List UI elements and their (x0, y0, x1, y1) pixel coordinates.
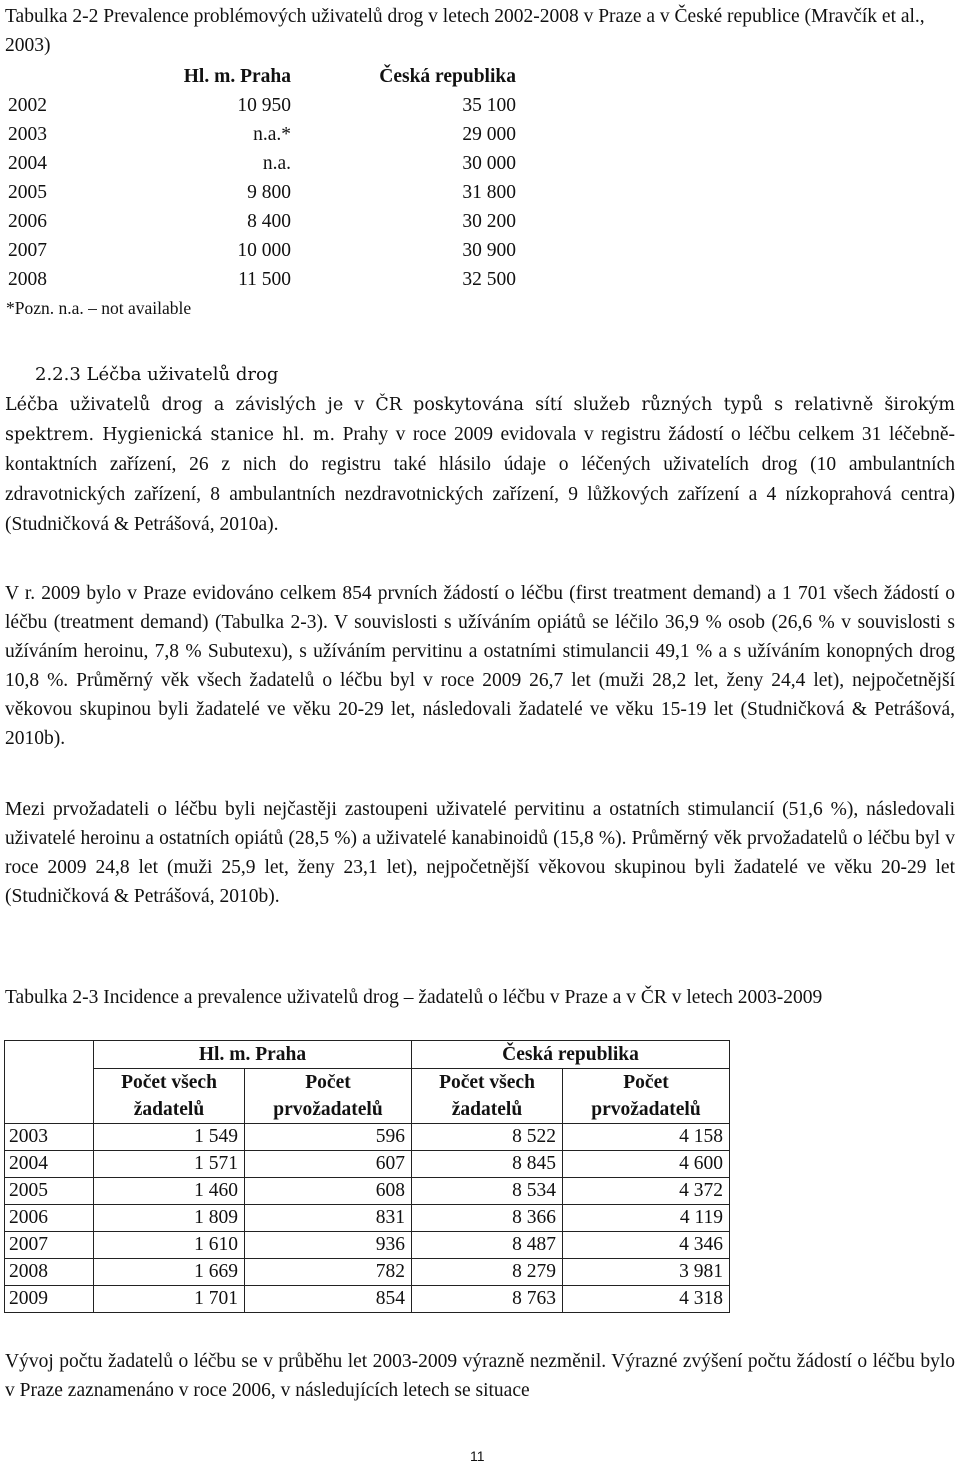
table-cell: 596 (245, 1124, 412, 1151)
table-cell: 2005 (8, 181, 47, 203)
table-cell: 2008 (8, 268, 47, 290)
table-cell: 8 534 (412, 1178, 563, 1205)
table-cell: 31 800 (462, 181, 516, 203)
table-cell: 782 (245, 1259, 412, 1286)
table-cell: 2009 (5, 1286, 94, 1313)
table-cell: 608 (245, 1178, 412, 1205)
table-row (5, 1124, 730, 1151)
incidence-table (4, 1040, 730, 1313)
table-header-cell: Česká republika (412, 1041, 730, 1069)
table-cell: n.a. (262, 152, 291, 174)
table2-caption: Tabulka 2-3 Incidence a prevalence uživatelů drog – žadatelů o léčbu v Praze a v ČR v letech 2003-2009 (5, 987, 823, 1008)
table1-footnote: *Pozn. n.a. – not available (6, 298, 192, 318)
table-cell: 35 100 (462, 94, 516, 116)
table-cell: 29 000 (462, 123, 516, 145)
table-cell: 4 346 (563, 1232, 730, 1259)
table-cell: 1 701 (94, 1286, 245, 1313)
paragraph-first-demand: Mezi prvožadateli o léčbu byli nejčastěji zastoupeni uživatelé pervitinu a ostatních stimulancií (51,6 %), následovali uživatelé heroinu a ostatních opiátů (28,5 %) a uživatelé kanabinoidů (15,8 %). Průměrný věk prvožadatelů o léčbu byl v roce 2009 24,8 let (muži 25,9 let, ženy 23,1 let), nejpočetnější věkovou skupinou byli žadatelé ve věku 20-29 let (Studničková & Petrášová, 2010b). (5, 799, 955, 907)
table-cell: 1 809 (94, 1205, 245, 1232)
table-row (8, 236, 516, 265)
table-header-row (5, 1069, 730, 1124)
table-header-cell (8, 62, 116, 91)
table-cell: 4 158 (563, 1124, 730, 1151)
table-cell: 607 (245, 1151, 412, 1178)
table-cell: 10 000 (237, 239, 291, 261)
paragraph-part: Léčba uživatelů drog a závislých je v ČR poskytována sítí služeb různých typů s relativně širokým spektrem. Hygienická stanice hl. m. (5, 395, 955, 445)
table-cell: 4 372 (563, 1178, 730, 1205)
table-cell: 2003 (5, 1124, 94, 1151)
table-cell: 4 119 (563, 1205, 730, 1232)
table-cell: 1 571 (94, 1151, 245, 1178)
table-header-cell: Česká republika (379, 65, 516, 87)
paragraph-closing: Vývoj počtu žadatelů o léčbu se v průběhu let 2003-2009 výrazně nezměnil. Výrazné zvýšení počtu žádostí o léčbu bylo v Praze zaznamenáno v roce 2006, v následujících letech se situace (5, 1351, 955, 1401)
table-cell: 854 (245, 1286, 412, 1313)
table-cell: n.a.* (253, 123, 291, 145)
table-cell: 1 460 (94, 1178, 245, 1205)
table-cell: 2006 (5, 1205, 94, 1232)
table-cell: 936 (245, 1232, 412, 1259)
table-header-row (8, 62, 516, 91)
table-header-cell: Hl. m. Praha (183, 65, 291, 87)
table-row (5, 1178, 730, 1205)
table-cell: 1 669 (94, 1259, 245, 1286)
table-header-cell: Počet prvožadatelů (245, 1069, 412, 1124)
table-cell: 8 487 (412, 1232, 563, 1259)
table-cell: 10 950 (237, 94, 291, 116)
table-row (8, 265, 516, 294)
table-cell: 2007 (5, 1232, 94, 1259)
table-cell: 1 610 (94, 1232, 245, 1259)
table-cell: 2002 (8, 94, 47, 116)
table-cell: 30 200 (462, 210, 516, 232)
table-row (5, 1286, 730, 1313)
table1-caption: Tabulka 2-2 Prevalence problémových uživatelů drog v letech 2002-2008 v Praze a v České republice (Mravčík et al., 2003) (5, 6, 925, 56)
table-cell: 3 981 (563, 1259, 730, 1286)
table-row (8, 149, 516, 178)
table-cell: 2004 (5, 1151, 94, 1178)
table-cell: 11 500 (238, 268, 291, 290)
table-row (5, 1259, 730, 1286)
table-cell: 2005 (5, 1178, 94, 1205)
paragraph-treatment-demand: V r. 2009 bylo v Praze evidováno celkem 854 prvních žádostí o léčbu (first treatment demand) a 1 701 všech žádostí o léčbu (treatment demand) (Tabulka 2-3). V souvislosti s užíváním opiátů se léčilo 36,9 % osob (26,6 % v souvislosti s užíváním heroinu, 7,8 % Subutexu), s užíváním pervitinu a ostatními stimulancii 49,1 % a s užíváním konopných drog 10,8 %. Průměrný věk všech žadatelů o léčbu byl v roce 2009 26,7 let (muži 28,2 let, ženy 24,4 let), nejpočetnější věkovou skupinou byli žadatelé ve věku 20-29 let, následovali žadatelé ve věku 15-19 let (Studničková & Petrášová, 2010b). (5, 583, 955, 749)
paragraph-treatment-network (5, 391, 955, 540)
table-cell: 8 763 (412, 1286, 563, 1313)
table-cell: 30 900 (462, 239, 516, 261)
table-header-cell: Počet prvožadatelů (563, 1069, 730, 1124)
table-header-cell: Hl. m. Praha (94, 1041, 412, 1069)
table-cell: 2008 (5, 1259, 94, 1286)
table-cell: 2003 (8, 123, 47, 145)
page-number: 11 (470, 1448, 485, 1464)
table-cell: 8 366 (412, 1205, 563, 1232)
table-row (8, 207, 516, 236)
table-row (8, 120, 516, 149)
table-header-cell: Počet všech žadatelů (412, 1069, 563, 1124)
table-row (8, 178, 516, 207)
table-header-cell (5, 1041, 94, 1124)
table-cell: 8 400 (247, 210, 291, 232)
table-cell: 30 000 (462, 152, 516, 174)
table-cell: 2004 (8, 152, 47, 174)
table-header-row (5, 1041, 730, 1069)
table-row (5, 1151, 730, 1178)
table-cell: 4 600 (563, 1151, 730, 1178)
table-cell: 9 800 (247, 181, 291, 203)
table-cell: 2007 (8, 239, 47, 261)
table-cell: 4 318 (563, 1286, 730, 1313)
table-header-cell: Počet všech žadatelů (94, 1069, 245, 1124)
table-cell: 8 522 (412, 1124, 563, 1151)
table-row (8, 91, 516, 120)
table-row (5, 1205, 730, 1232)
table-cell: 8 279 (412, 1259, 563, 1286)
table-cell: 2006 (8, 210, 47, 232)
prevalence-table (8, 62, 516, 294)
table-cell: 8 845 (412, 1151, 563, 1178)
section-heading: 2.2.3 Léčba uživatelů drog (35, 364, 279, 385)
table-cell: 1 549 (94, 1124, 245, 1151)
table-cell: 831 (245, 1205, 412, 1232)
table-row (5, 1232, 730, 1259)
table-cell: 32 500 (462, 268, 516, 290)
paragraph-part: Prahy v roce 2009 evidovala v registru žádostí o léčbu celkem 31 léčebně-kontaktních zařízení, 26 z nich do registru také hlásilo údaje o léčených uživatelích drog (10 ambulantních zdravotnických zařízení, 8 ambulantních nezdravotnických zařízení, 9 lůžkových zařízení a 4 nízkoprahová centra) (Studničková & Petrášová, 2010a). (5, 424, 955, 535)
